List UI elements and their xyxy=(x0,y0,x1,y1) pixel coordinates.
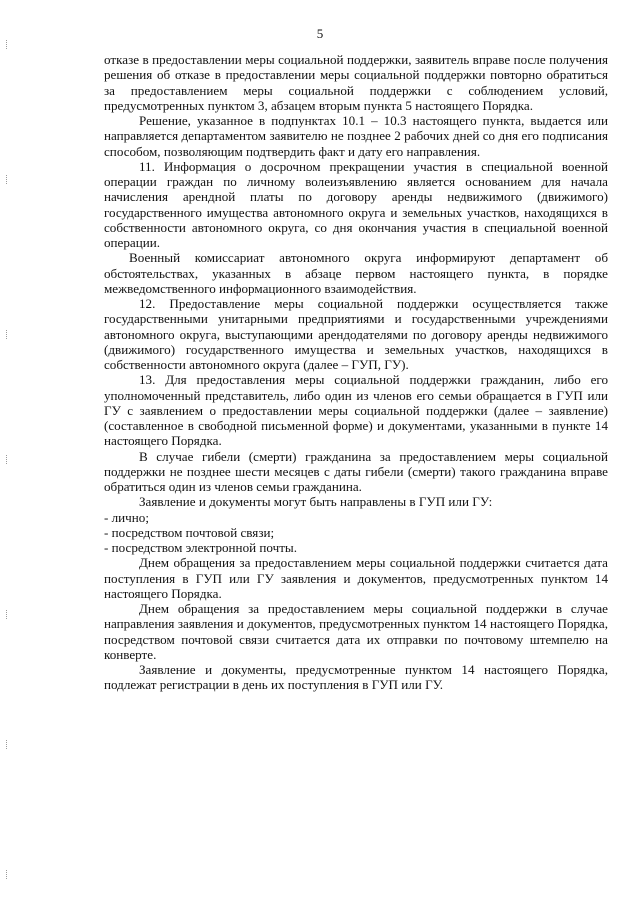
list-item: - посредством почтовой связи; xyxy=(104,524,275,540)
scan-edge-mark xyxy=(6,870,8,879)
paragraph: 11. Информация о досрочном прекращении участия в специальной военной операции граждан по личному волеизъявлению является основанием для начала начисления арендной платы по договору аренды недвижимого (движимого) государственного имущества автономного округа и земельных участков, находящихся в собственности автономного округа, со дня окончания участия в специальной военной операции. xyxy=(104,158,608,250)
list-item: - посредством электронной почты. xyxy=(104,540,297,555)
paragraph: Днем обращения за предоставлением меры социальной поддержки считается дата поступления в ГУП или ГУ заявления и документов, предусмотренных пунктом 14 настоящего Порядка. xyxy=(104,555,608,601)
paragraph: Военный комиссариат автономного округа информируют департамент об обстоятельствах, указанных в абзаце первом настоящего пункта, в порядке межведомственного информационного взаимодействия. xyxy=(104,250,608,296)
scan-edge-mark xyxy=(6,740,8,749)
paragraph: Днем обращения за предоставлением меры социальной поддержки в случае направления заявления и документов, предусмотренных пунктом 14 настоящего Порядка, посредством почтовой связи считается дата их отправки по почтовому штемпелю на конверте. xyxy=(104,601,608,662)
paragraph: отказе в предоставлении меры социальной поддержки, заявитель вправе после получения решения об отказе в предоставлении меры социальной поддержки повторно обратиться за предоставлением меры социальной поддержки с соблюдением условий, предусмотренных пунктом 3, абзацем вторым пункта 5 настоящего Порядка. xyxy=(104,52,608,113)
page-number: 5 xyxy=(316,26,324,41)
scan-edge-mark xyxy=(6,330,8,339)
paragraph: Решение, указанное в подпунктах 10.1 – 10.3 настоящего пункта, выдается или направляется департаментом заявителю не позднее 2 рабочих дней со дня его подписания способом, позволяющим подтвердить факт и дату его направления. xyxy=(104,113,608,159)
scan-edge-mark xyxy=(6,455,8,464)
paragraph: Заявление и документы могут быть направлены в ГУП или ГУ: xyxy=(139,494,493,510)
list-item: - лично; xyxy=(104,509,149,525)
scan-edge-mark xyxy=(6,175,8,184)
document-body xyxy=(104,52,608,693)
paragraph: 12. Предоставление меры социальной поддержки осуществляется также государственными унитарными предприятиями и государственными учреждениями автономного округа, выступающими арендодателями по договору аренды недвижимого (движимого) государственного имущества и земельных участков, находящихся в собственности автономного округа (далее – ГУП, ГУ). xyxy=(104,296,608,372)
paragraph: Заявление и документы, предусмотренные пунктом 14 настоящего Порядка, подлежат регистрации в день их поступления в ГУП или ГУ. xyxy=(104,662,608,693)
paragraph: 13. Для предоставления меры социальной поддержки гражданин, либо его уполномоченный представитель, либо один из членов его семьи обращается в ГУП или ГУ с заявлением о предоставлении меры социальной поддержки (далее – заявление) (составленное в свободной письменной форме) и документами, указанными в пункте 14 настоящего Порядка. xyxy=(104,372,608,449)
scan-edge-mark xyxy=(6,40,8,49)
paragraph: В случае гибели (смерти) гражданина за предоставлением меры социальной поддержки не позднее шести месяцев с даты гибели (смерти) такого гражданина вправе обратиться один из членов семьи гражданина. xyxy=(104,448,608,494)
scan-edge-mark xyxy=(6,610,8,619)
